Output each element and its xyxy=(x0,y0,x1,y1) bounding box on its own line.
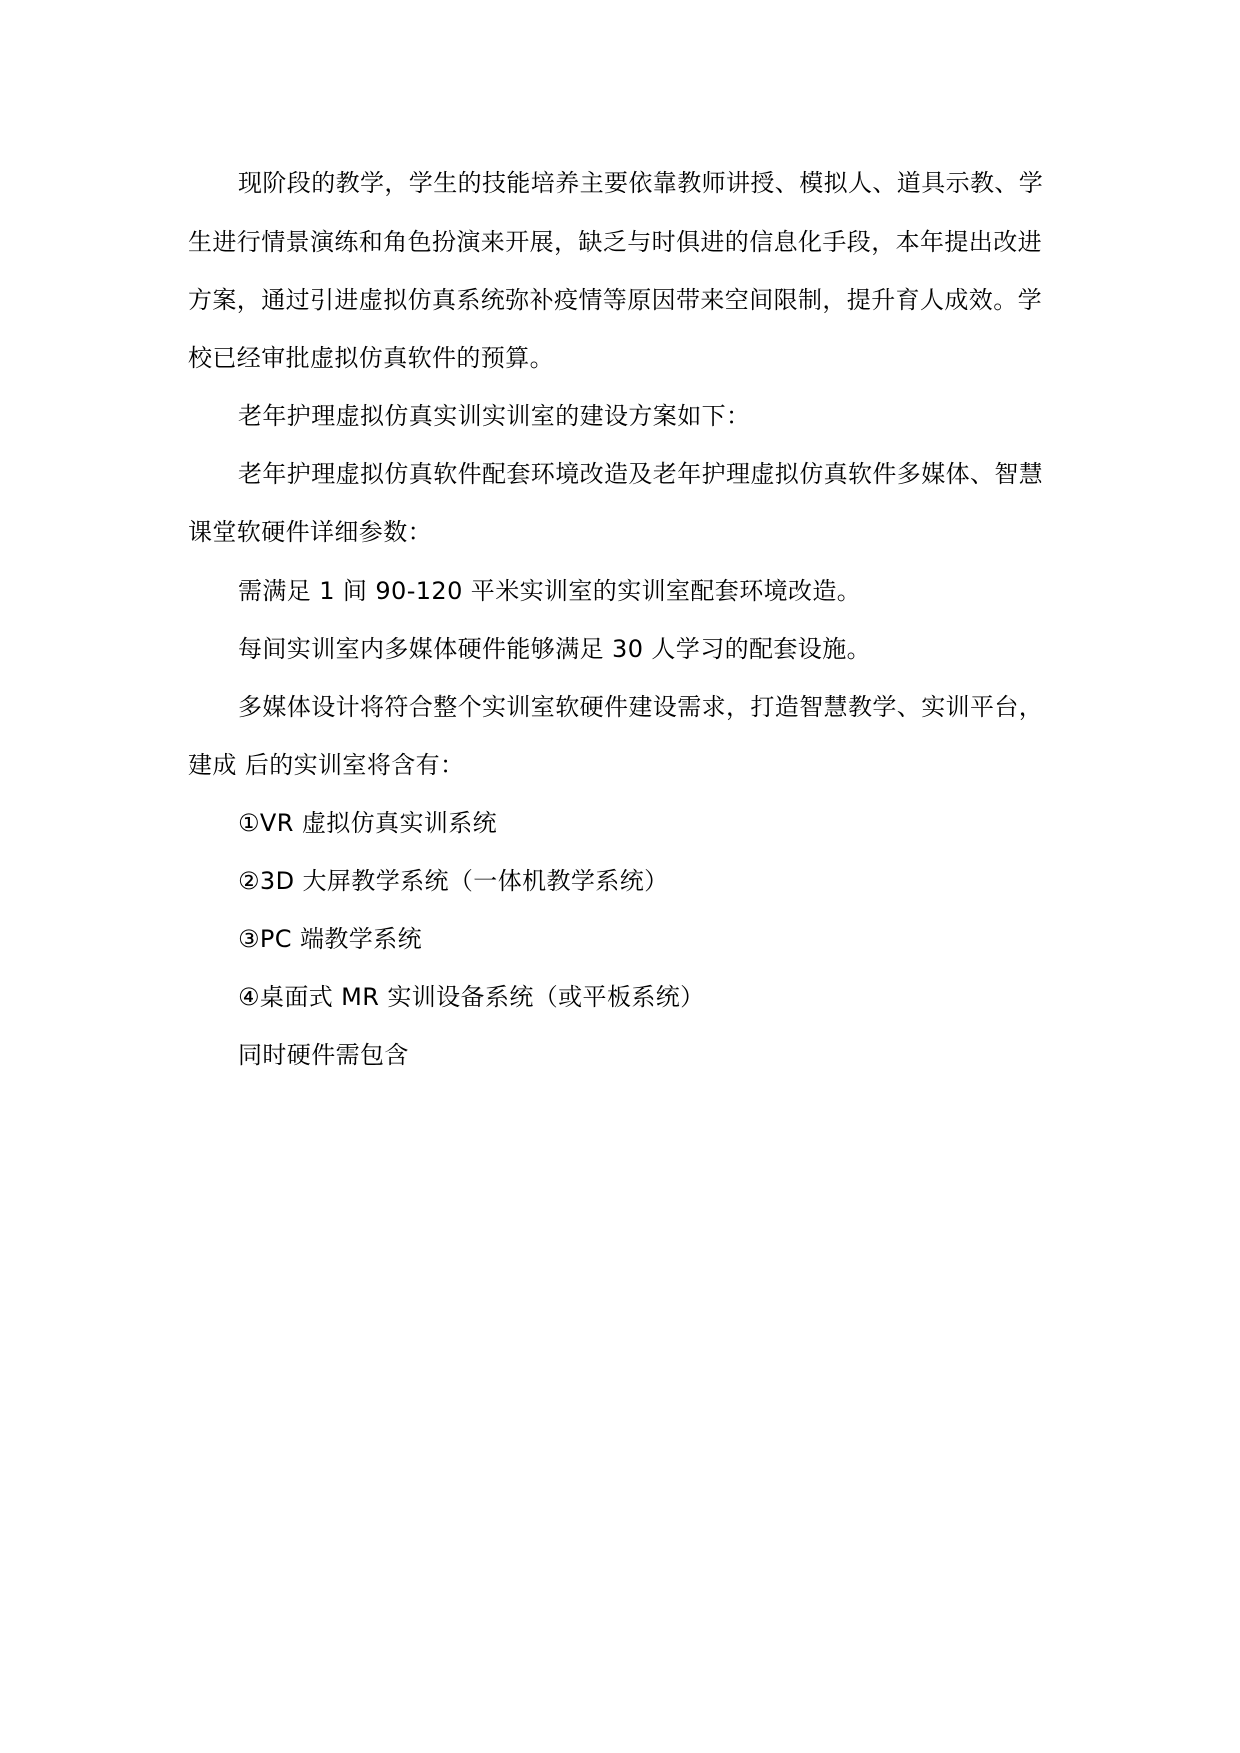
list-item-3d: ②3D 大屏教学系统（一体机教学系统） xyxy=(238,867,669,895)
paragraph-3-line-2: 课堂软硬件详细参数： xyxy=(188,518,432,546)
list-item-pc: ③PC 端教学系统 xyxy=(238,925,422,953)
paragraph-2: 老年护理虚拟仿真实训实训室的建设方案如下： xyxy=(238,402,751,430)
paragraph-1-line-4: 校已经审批虚拟仿真软件的预算。 xyxy=(188,344,554,372)
closing-line: 同时硬件需包含 xyxy=(238,1041,409,1069)
paragraph-5: 每间实训室内多媒体硬件能够满足 30 人学习的配套设施。 xyxy=(238,635,871,663)
paragraph-6-line-1: 多媒体设计将符合整个实训室软硬件建设需求，打造智慧教学、实训平台， xyxy=(238,693,1044,721)
paragraph-1-line-2: 生进行情景演练和角色扮演来开展，缺乏与时俱进的信息化手段，本年提出改进 xyxy=(188,228,1042,256)
list-item-mr: ④桌面式 MR 实训设备系统（或平板系统） xyxy=(238,983,705,1011)
list-item-vr: ①VR 虚拟仿真实训系统 xyxy=(238,809,498,837)
paragraph-1-line-3: 方案，通过引进虚拟仿真系统弥补疫情等原因带来空间限制，提升育人成效。学 xyxy=(188,286,1042,314)
paragraph-4: 需满足 1 间 90-120 平米实训室的实训室配套环境改造。 xyxy=(238,577,862,605)
paragraph-1-line-1: 现阶段的教学，学生的技能培养主要依靠教师讲授、模拟人、道具示教、学 xyxy=(238,169,1044,197)
paragraph-6-line-2: 建成 后的实训室将含有： xyxy=(188,751,465,779)
paragraph-3-line-1: 老年护理虚拟仿真软件配套环境改造及老年护理虚拟仿真软件多媒体、智慧 xyxy=(238,460,1044,488)
